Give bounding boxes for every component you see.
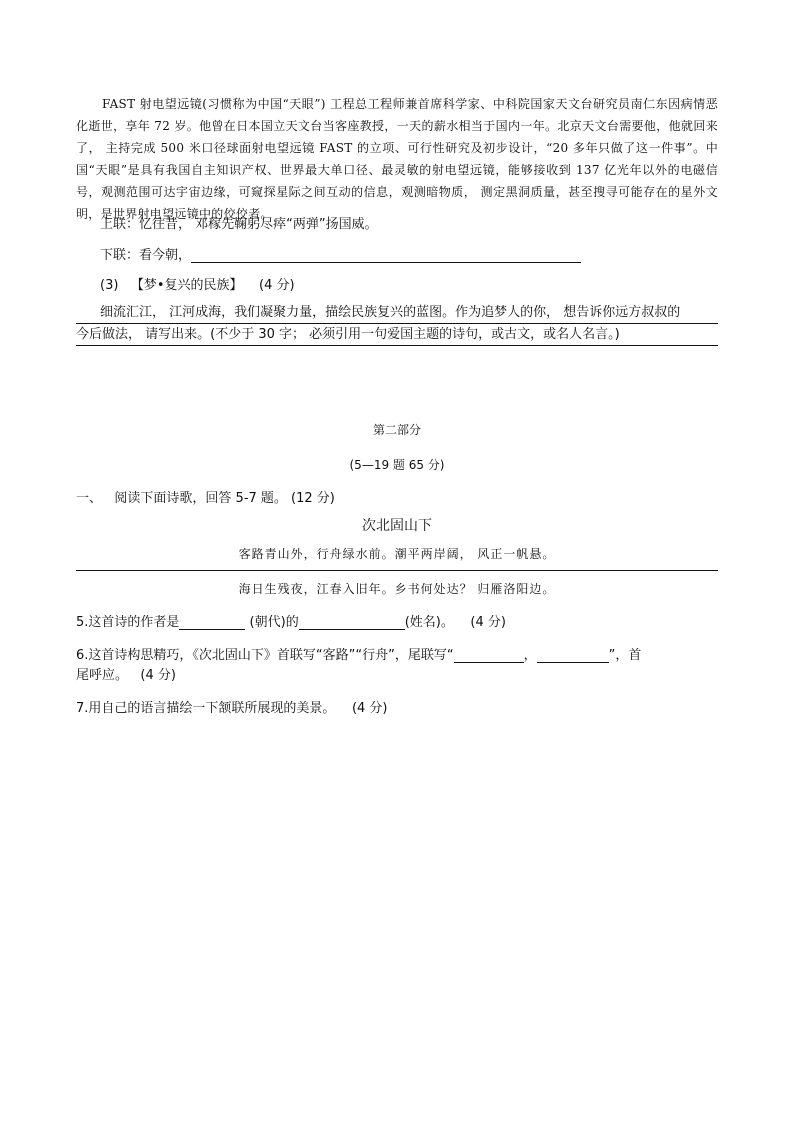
q3-header (100, 274, 295, 293)
q3-score: (4 分) (259, 278, 295, 293)
section1-text: 阅读下面诗歌，回答 5-7 题。 (12 分) (114, 491, 335, 506)
q7-text: 7.用自己的语言描绘一下颔联所展现的美景。 (76, 701, 336, 716)
q5-text-b: (朝代)的 (249, 615, 299, 630)
poem-title: 次北固山下 (362, 518, 432, 534)
question-6-line-2 (76, 664, 176, 683)
q5-name-blank[interactable] (299, 615, 405, 630)
q6-blank-2[interactable] (537, 648, 609, 663)
q3-prompt-line-1: 细流汇江， 江河成海，我们凝聚力量，描绘民族复兴的蓝图。作为追梦人的你， 想告诉你远方叔叔的 (76, 302, 718, 324)
q3-prompt (76, 302, 718, 346)
intro-paragraph: FAST 射电望远镜(习惯称为中国“天眼”) 工程总工程师兼首席科学家、中科院国家天文台研究员南仁东因病情恶化逝世，享年 72 岁。他曾在日本国立天文台当客座教授，一天的薪水相当于国内一年。北京天文台需要他，他就回来了， 主持完成 500 米口径球面射电望远镜 FAST 的立项、可行性研究及初步设计，“20 多年只做了这一件事”。中国“天眼”是具有我国自主知识产权、世界最大单口径、最灵敏的射电望远镜，能够接收到 137 亿光年以外的电磁信号，观测范围可达宇宙边缘，可窥探星际之间互动的信息，观测暗物质， 测定黑洞质量，甚至搜寻可能存在的星外文明，是世界射电望远镜中的佼佼者。 (76, 97, 718, 221)
q6-score: (4 分) (140, 668, 176, 683)
couplet-upper-label: 上联： (100, 217, 140, 232)
couplet-answer-blank[interactable] (191, 248, 581, 263)
question-5 (76, 611, 506, 630)
section1-heading (76, 487, 335, 506)
q6-blank-1[interactable] (454, 648, 524, 663)
part2-subtitle: (5—19 题 65 分) (349, 458, 445, 472)
q6-text-a: 6.这首诗构思精巧，《次北固山下》首联写“客路”“行舟”，尾联写“ (76, 648, 454, 663)
part2-title: 第二部分 (372, 423, 421, 437)
section1-label: 一、 (76, 491, 103, 506)
couplet-upper-text: 忆往昔， 邓稼先鞠躬尽瘁“两弹”扬国威。 (139, 217, 378, 232)
q3-prompt-line-2: 今后做法， 请写出来。(不少于 30 字； 必须引用一句爱国主题的诗句，或古文，或名人名言。) (76, 324, 718, 346)
q5-text-a: 5.这首诗的作者是 (76, 615, 180, 630)
couplet-lower-label: 下联： (100, 248, 140, 263)
question-7 (76, 697, 388, 716)
poem-divider (76, 570, 718, 571)
q6-separator: ， (523, 648, 537, 663)
couplet-lower (100, 244, 581, 263)
q3-number: (3) (100, 278, 119, 293)
q6-text-c: 尾呼应。 (76, 668, 129, 683)
question-6-line-1 (76, 644, 641, 663)
poem-line-1: 客路青山外，行舟绿水前。潮平两岸阔， 风正一帆悬。 (238, 547, 556, 561)
q5-author-blank[interactable] (179, 615, 245, 630)
q3-title: 【梦•复兴的民族】 (130, 278, 243, 293)
q5-text-c: (姓名)。 (404, 615, 454, 630)
q7-score: (4 分) (351, 701, 388, 716)
couplet-upper (100, 213, 378, 232)
q6-text-b: ”，首 (608, 648, 642, 663)
q5-score: (4 分) (470, 615, 506, 630)
couplet-lower-text: 看今朝， (139, 248, 192, 263)
poem-line-2: 海日生残夜，江春入旧年。乡书何处达？ 归雁洛阳边。 (238, 582, 556, 596)
